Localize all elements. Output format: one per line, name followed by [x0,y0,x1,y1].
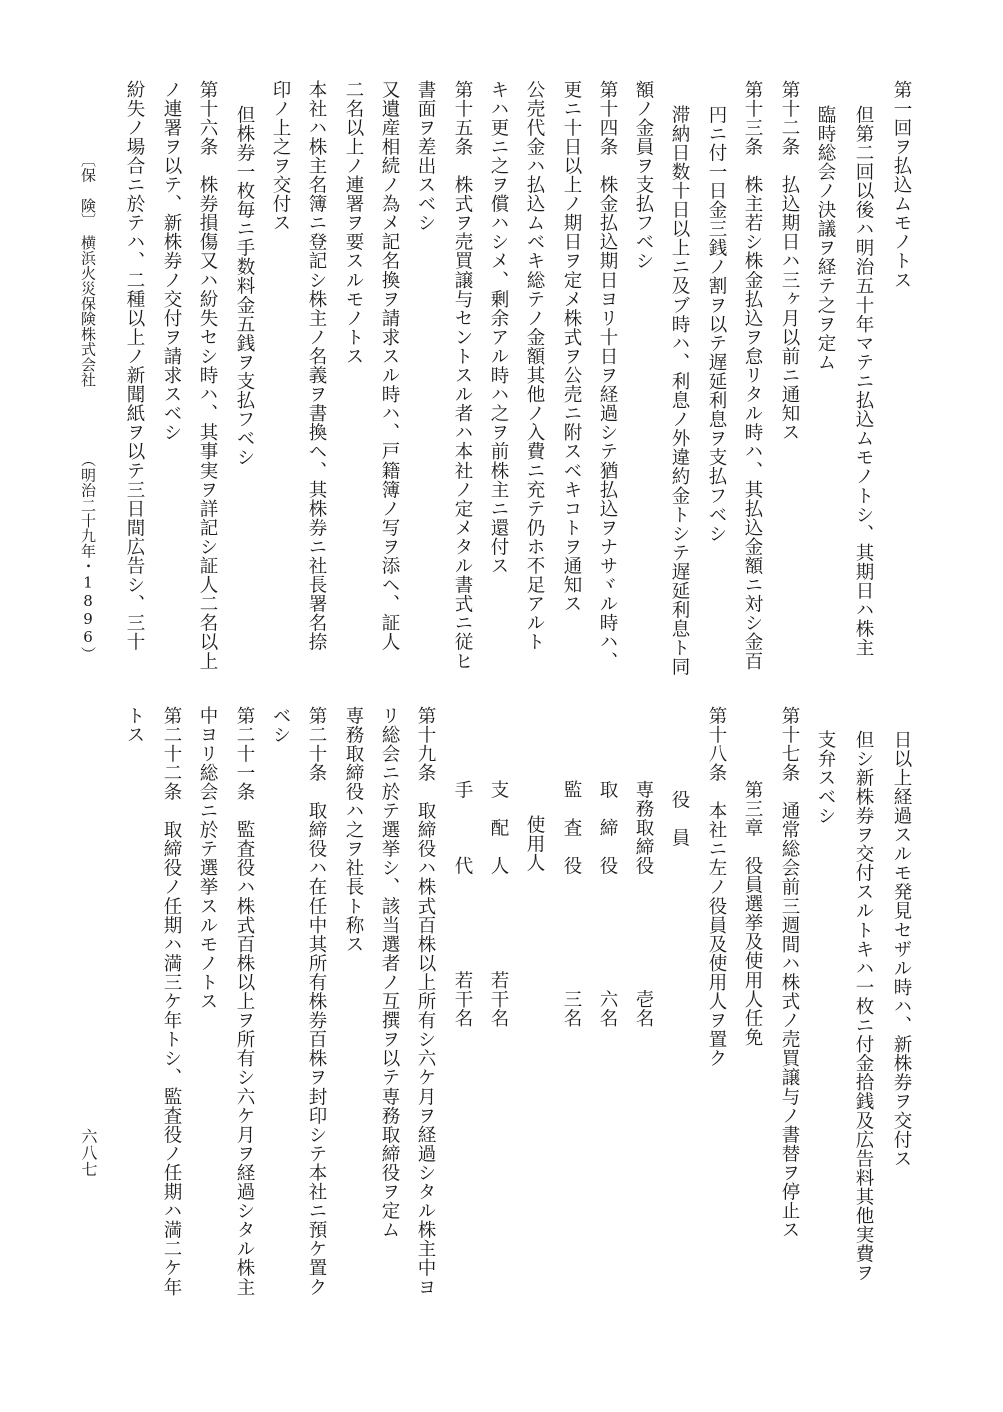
upper-line-5: 第十三条 株主若シ株金払込ヲ怠リタル時ハ、其払込金額ニ対シ金百 [742,80,763,671]
upper-line-10: 更ニ十日以上ノ期日ヲ定メ株式ヲ公売ニ附スベキコトヲ通知ス [561,80,582,614]
lower-line-2: 但シ新株券ヲ交付スルトキハ一枚ニ付金拾銭及広告料其他実費ヲ [853,730,874,1283]
footer-category: 〔保 険〕 [79,152,97,228]
lower-line-14: 第十九条 取締役ハ株式百株以上所有シ六ケ月ヲ経過シタル株主中ヨ [415,706,436,1297]
upper-line-20: 第十六条 株券損傷又ハ紛失セシ時ハ、其事実ヲ詳記シ証人二名以上 [197,80,218,671]
lower-line-17: 第二十条 取締役ハ在任中其所有株券百株ヲ封印シテ本社ニ預ケ置ク [306,706,327,1297]
lower-line-5: 第三章 役員選挙及使用人任免 [742,780,763,1047]
upper-line-21: ノ連署ヲ以テ、新株券ノ交付ヲ請求スベシ [161,80,182,442]
lower-line-21: 第二十二条 取締役ノ任期ハ満三ケ年トシ、監査役ノ任期ハ満二ケ年 [161,706,182,1297]
upper-line-4: 第十二条 払込期日ハ三ヶ月以前ニ通知ス [779,80,800,442]
upper-line-13: 第十五条 株式ヲ売買譲与セントスル者ハ本社ノ定メタル書式ニ従ヒ [452,80,473,671]
lower-line-13: 手 代 若干名 [452,780,473,1028]
lower-line-11: 使用人 [524,815,545,873]
lower-line-7: 役 員 [669,790,690,848]
lower-line-6: 第十八条 本社ニ左ノ役員及使用人ヲ置ク [706,706,727,1068]
lower-line-12: 支 配 人 若干名 [488,780,509,1028]
lower-line-9: 取 締 役 六名 [597,780,618,1028]
upper-line-15: 又遺産相続ノ為メ記名換ヲ請求スル時ハ、戸籍簿ノ写ヲ添ヘ、証人 [379,80,400,652]
footer-era: （明治二十九年・1896） [79,452,97,662]
upper-line-1: 第一回ヲ払込ムモノトス [891,80,912,290]
lower-line-1: 日以上経過スルモ発見セザル時ハ、新株券ヲ交付ス [891,730,912,1169]
upper-line-11: 公売代金ハ払込ムベキ総テノ金額其他ノ入費ニ充テ仍ホ不足アルト [524,80,545,652]
upper-line-18: 印ノ上之ヲ交付ス [270,80,291,233]
upper-line-8: 額ノ金員ヲ支払フベシ [633,80,654,271]
upper-line-9: 第十四条 株金払込期日ヨリ十日ヲ経過シテ猶払込ヲナサヾル時ハ、 [597,80,618,671]
upper-line-22: 紛失ノ場合ニ於テハ、二種以上ノ新聞紙ヲ以テ三日間広告シ、三十 [124,80,145,652]
lower-line-16: 専務取締役ハ之ヲ社長ト称ス [343,706,364,954]
lower-line-20: 中ヨリ総会ニ於テ選挙スルモノトス [197,706,218,1011]
upper-line-16: 二名以上ノ連署ヲ要スルモノトス [343,80,364,366]
lower-line-19: 第二十一条 監査役ハ株式百株以上ヲ所有シ六ケ月ヲ経過シタル株主 [234,706,255,1297]
lower-line-18: ベシ [270,706,291,745]
lower-line-15: リ総会ニ於テ選挙シ、該当選者ノ互撰ヲ以テ専務取締役ヲ定ム [379,706,400,1240]
upper-line-19: 但株券一枚毎ニ手数料金五銭ヲ支払フベシ [234,105,255,467]
upper-line-12: キハ更ニ之ヲ償ハシメ、剰余アル時ハ之ヲ前株主ニ還付ス [488,80,509,576]
lower-line-10: 監 査 役 三名 [561,780,582,1028]
footer-company: 横浜火災保険株式会社 [79,235,97,387]
lower-line-3: 支弁スベシ [815,730,836,826]
upper-line-6: 円ニ付一日金三銭ノ割ヲ以テ遅延利息ヲ支払フベシ [706,105,727,544]
upper-line-17: 本社ハ株主名簿ニ登記シ株主ノ名義ヲ書換ヘ、其株券ニ社長署名捺 [306,80,327,652]
upper-line-2: 但第二回以後ハ明治五十年マテニ払込ムモノトシ、其期日ハ株主 [853,105,874,658]
lower-line-4: 第十七条 通常総会前三週間ハ株式ノ売買譲与ノ書替ヲ停止ス [779,706,800,1240]
upper-line-7: 滞納日数十日以上ニ及ブ時ハ、利息ノ外違約金トシテ遅延利息ト同 [669,105,690,677]
page-number: 六八七 [79,1128,98,1178]
lower-line-8: 専務取締役 壱名 [633,780,654,1028]
lower-line-22: トス [124,706,145,745]
upper-line-14: 書面ヲ差出スベシ [415,80,436,233]
upper-line-3: 臨時総会ノ決議ヲ経テ之ヲ定ム [815,105,836,372]
